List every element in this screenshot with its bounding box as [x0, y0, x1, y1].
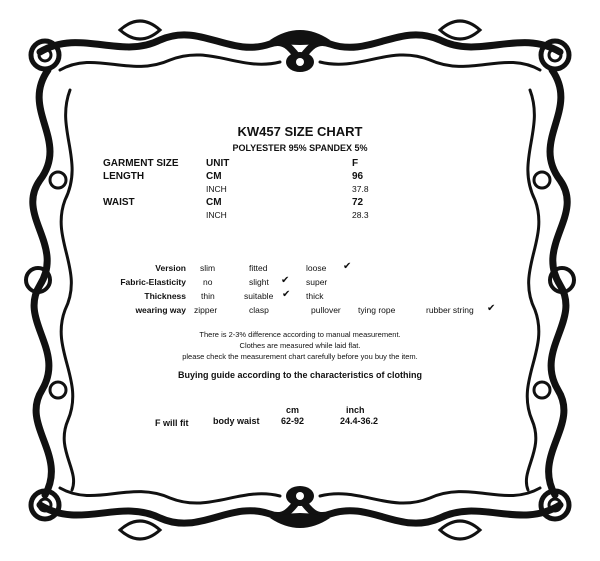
note-line-2: Clothes are measured while laid flat.: [239, 341, 361, 350]
note-line-3: please check the measurement chart carefully before you buy the item.: [182, 352, 418, 361]
unit-header: UNIT: [206, 158, 230, 169]
length-label: LENGTH: [103, 171, 145, 182]
elasticity-option-no: no: [203, 277, 213, 287]
waist-label: WAIST: [103, 197, 135, 208]
version-option-slim: slim: [200, 263, 216, 273]
elasticity-option-super: super: [306, 277, 328, 287]
elasticity-check-icon: ✔: [281, 275, 290, 286]
guide-measure-label: body waist: [213, 416, 260, 426]
note-line-1: There is 2-3% difference according to manual measurement.: [199, 330, 401, 339]
thickness-option-thin: thin: [201, 291, 215, 301]
wearing-option-clasp: clasp: [249, 305, 269, 315]
version-option-fitted: fitted: [249, 263, 268, 273]
length-cm-value: 96: [352, 171, 364, 182]
elasticity-option-slight: slight: [249, 277, 269, 287]
material-composition: POLYESTER 95% SPANDEX 5%: [232, 143, 368, 153]
version-option-loose: loose: [306, 263, 327, 273]
elasticity-label: Fabric-Elasticity: [120, 277, 186, 287]
waist-cm-value: 72: [352, 197, 364, 208]
wearing-option-zipper: zipper: [194, 305, 218, 315]
version-check-icon: ✔: [343, 261, 352, 272]
wearing-way-label: wearing way: [135, 305, 186, 315]
thickness-option-thick: thick: [306, 291, 324, 301]
thickness-check-icon: ✔: [282, 289, 291, 300]
length-unit-inch: INCH: [206, 184, 227, 194]
wearing-option-rubber-string: rubber string: [426, 305, 474, 315]
guide-inch-header: inch: [346, 405, 365, 415]
waist-unit-cm: CM: [206, 197, 222, 208]
garment-size-header: GARMENT SIZE: [103, 158, 179, 169]
guide-inch-value: 24.4-36.2: [340, 416, 379, 426]
chart-title: KW457 SIZE CHART: [237, 124, 363, 139]
guide-row-label: F will fit: [155, 418, 189, 428]
wearing-option-pullover: pullover: [311, 305, 341, 315]
thickness-option-suitable: suitable: [244, 291, 274, 301]
guide-cm-value: 62-92: [281, 416, 305, 426]
length-unit-cm: CM: [206, 171, 222, 182]
length-inch-value: 37.8: [352, 184, 369, 194]
guide-cm-header: cm: [286, 405, 300, 415]
thickness-label: Thickness: [144, 291, 186, 301]
size-f-header: F: [352, 158, 359, 169]
waist-inch-value: 28.3: [352, 210, 369, 220]
wearing-check-icon: ✔: [487, 303, 496, 314]
buying-guide-title: Buying guide according to the characteristics of clothing: [177, 370, 423, 380]
version-label: Version: [155, 263, 186, 273]
waist-unit-inch: INCH: [206, 210, 227, 220]
wearing-option-tying-rope: tying rope: [358, 305, 396, 315]
